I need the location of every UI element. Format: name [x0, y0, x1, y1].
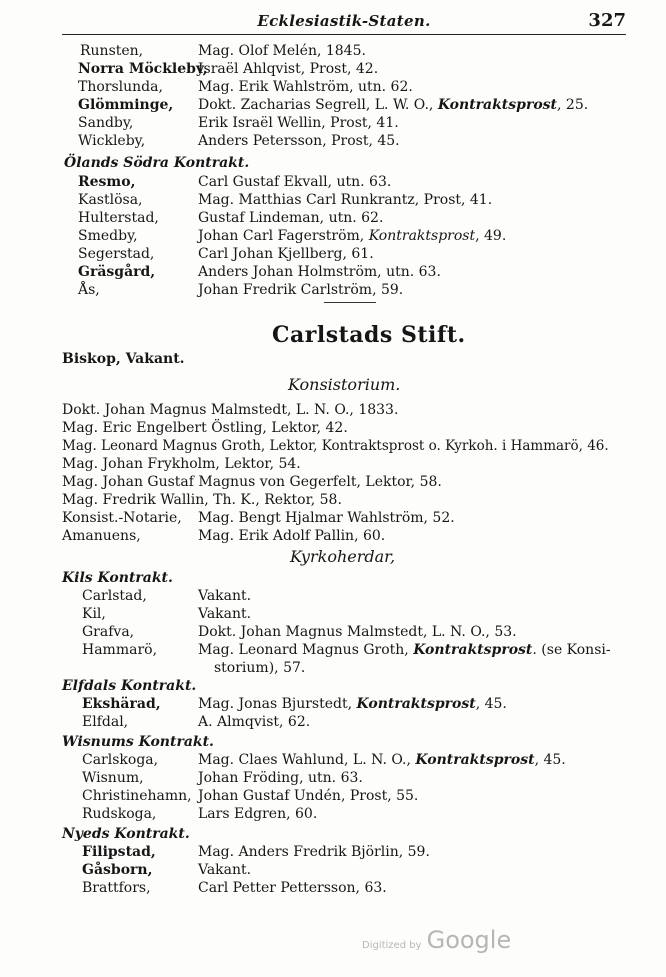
title-emphasis: Kontraktsprost: [356, 696, 476, 712]
parish-name: Wickleby,: [78, 133, 146, 149]
official-entry: Mag. Erik Adolf Pallin, 60.: [198, 528, 386, 544]
clergy-entry: Johan Gustaf Undén, Prost, 55.: [198, 788, 419, 804]
clergy-entry: [198, 641, 611, 659]
clergy-year: , 45.: [534, 752, 566, 768]
list-item: Mag. Eric Engelbert Östling, Lektor, 42.: [62, 420, 348, 436]
parish-name: Glömminge,: [78, 97, 174, 113]
section-heading-wisnums: Wisnums Kontrakt.: [62, 734, 214, 750]
parish-name: Christinehamn,: [82, 788, 192, 804]
clergy-entry: Anders Petersson, Prost, 45.: [198, 133, 400, 149]
role-label: Konsist.-Notarie,: [62, 510, 182, 526]
parish-name: Ås,: [78, 282, 100, 298]
clergy-name: Mag. Jonas Bjurstedt,: [198, 696, 357, 712]
clergy-entry: Mag. Erik Wahlström, utn. 62.: [198, 79, 413, 95]
clergy-entry: Mag. Matthias Carl Runkrantz, Prost, 41.: [198, 192, 493, 208]
watermark-brand: Google: [426, 926, 512, 954]
parish-name: Kil,: [82, 606, 106, 622]
section-heading-elfdals: Elfdals Kontrakt.: [62, 678, 197, 694]
parish-name: Segerstad,: [78, 246, 155, 262]
clergy-name: Mag. Claes Wahlund, L. N. O.,: [198, 752, 416, 768]
parish-name: Resmo,: [78, 174, 136, 190]
clergy-name: Johan Carl Fagerström,: [198, 228, 369, 244]
clergy-name: Mag. Leonard Magnus Groth,: [198, 642, 414, 658]
section-heading-nyeds: Nyeds Kontrakt.: [62, 826, 190, 842]
list-item: Mag. Johan Gustaf Magnus von Gegerfelt, Lektor, 58.: [62, 474, 442, 490]
clergy-entry: Israël Ahlqvist, Prost, 42.: [198, 61, 379, 77]
clergy-entry: Vakant.: [198, 588, 252, 604]
clergy-entry: Johan Fröding, utn. 63.: [198, 770, 363, 786]
continuation-line: storium), 57.: [214, 660, 306, 676]
parish-name: Gåsborn,: [82, 862, 153, 878]
title-emphasis: Kontraktsprost: [415, 752, 535, 768]
list-item: Mag. Fredrik Wallin, Th. K., Rektor, 58.: [62, 492, 342, 508]
clergy-entry: Lars Edgren, 60.: [198, 806, 318, 822]
parish-name: Hammarö,: [82, 642, 158, 658]
title-emphasis: Kontraktsprost: [413, 642, 533, 658]
clergy-entry: Anders Johan Holmström, utn. 63.: [198, 264, 441, 280]
parish-name: Gräsgård,: [78, 264, 156, 280]
digitized-watermark: [362, 926, 511, 954]
clergy-year: , 25.: [557, 97, 589, 113]
clergy-year: , 45.: [475, 696, 507, 712]
parish-name: Kastlösa,: [78, 192, 143, 208]
watermark-prefix: Digitized by: [362, 940, 422, 951]
parish-name: Carlskoga,: [82, 752, 159, 768]
parish-name: Smedby,: [78, 228, 138, 244]
clergy-entry: Dokt. Johan Magnus Malmstedt, L. N. O., 53.: [198, 624, 517, 640]
clergy-entry: Vakant.: [198, 606, 252, 622]
parish-name: Grafva,: [82, 624, 135, 640]
title-emphasis: Kontraktsprost: [368, 228, 476, 244]
page-number: 327: [588, 10, 626, 31]
title-emphasis: Kontraktsprost: [437, 97, 558, 113]
parish-name: Thorslunda,: [78, 79, 163, 95]
clergy-entry: Carl Petter Pettersson, 63.: [198, 880, 387, 896]
role-label: Amanuens,: [62, 528, 141, 544]
section-heading-kils: Kils Kontrakt.: [62, 570, 173, 586]
parish-name: Rudskoga,: [82, 806, 157, 822]
parish-name: Wisnum,: [82, 770, 144, 786]
clergy-entry: Erik Israël Wellin, Prost, 41.: [198, 115, 399, 131]
section-heading-olands: Ölands Södra Kontrakt.: [64, 155, 250, 171]
clergy-entry: Carl Johan Kjellberg, 61.: [198, 246, 374, 262]
parish-name: Runsten,: [80, 43, 144, 59]
clergy-entry: Johan Fredrik Carlström, 59.: [198, 282, 404, 298]
parish-name: Elfdal,: [82, 714, 129, 730]
section-divider: [324, 302, 376, 303]
clergy-entry: [198, 227, 506, 245]
parish-name: Ekshärad,: [82, 696, 161, 712]
clergy-entry: [198, 695, 507, 713]
clergy-entry: Mag. Anders Fredrik Björlin, 59.: [198, 844, 430, 860]
running-head: [62, 8, 626, 35]
parish-name: Norra Möckleby,: [78, 61, 208, 77]
clergy-name: Dokt. Zacharias Segrell, L. W. O.,: [198, 97, 438, 113]
list-item: Mag. Leonard Magnus Groth, Lektor, Kontraktsprost o. Kyrkoh. i Hammarö, 46.: [62, 438, 609, 454]
parish-name: Brattfors,: [82, 880, 151, 896]
parish-name: Filipstad,: [82, 844, 156, 860]
clergy-entry: [198, 96, 588, 114]
clergy-entry: Mag. Olof Melén, 1845.: [198, 43, 366, 59]
clergy-note: . (se Konsi-: [532, 642, 611, 658]
diocese-title: Carlstads Stift.: [272, 322, 466, 348]
clergy-entry: Gustaf Lindeman, utn. 62.: [198, 210, 384, 226]
bishop-line: Biskop, Vakant.: [62, 351, 185, 367]
parish-name: Carlstad,: [82, 588, 147, 604]
running-title: Ecklesiastik-Staten.: [257, 12, 431, 30]
konsistorium-heading: Konsistorium.: [288, 375, 401, 394]
clergy-entry: Carl Gustaf Ekvall, utn. 63.: [198, 174, 392, 190]
clergy-entry: [198, 751, 566, 769]
parish-name: Sandby,: [78, 115, 134, 131]
clergy-year: , 49.: [475, 228, 507, 244]
parish-name: Hulterstad,: [78, 210, 159, 226]
kyrkoherdar-heading: Kyrkoherdar,: [290, 547, 396, 566]
clergy-entry: Vakant.: [198, 862, 252, 878]
official-entry: Mag. Bengt Hjalmar Wahlström, 52.: [198, 510, 455, 526]
list-item: Mag. Johan Frykholm, Lektor, 54.: [62, 456, 301, 472]
list-item: Dokt. Johan Magnus Malmstedt, L. N. O., 1833.: [62, 402, 399, 418]
clergy-entry: A. Almqvist, 62.: [198, 714, 311, 730]
